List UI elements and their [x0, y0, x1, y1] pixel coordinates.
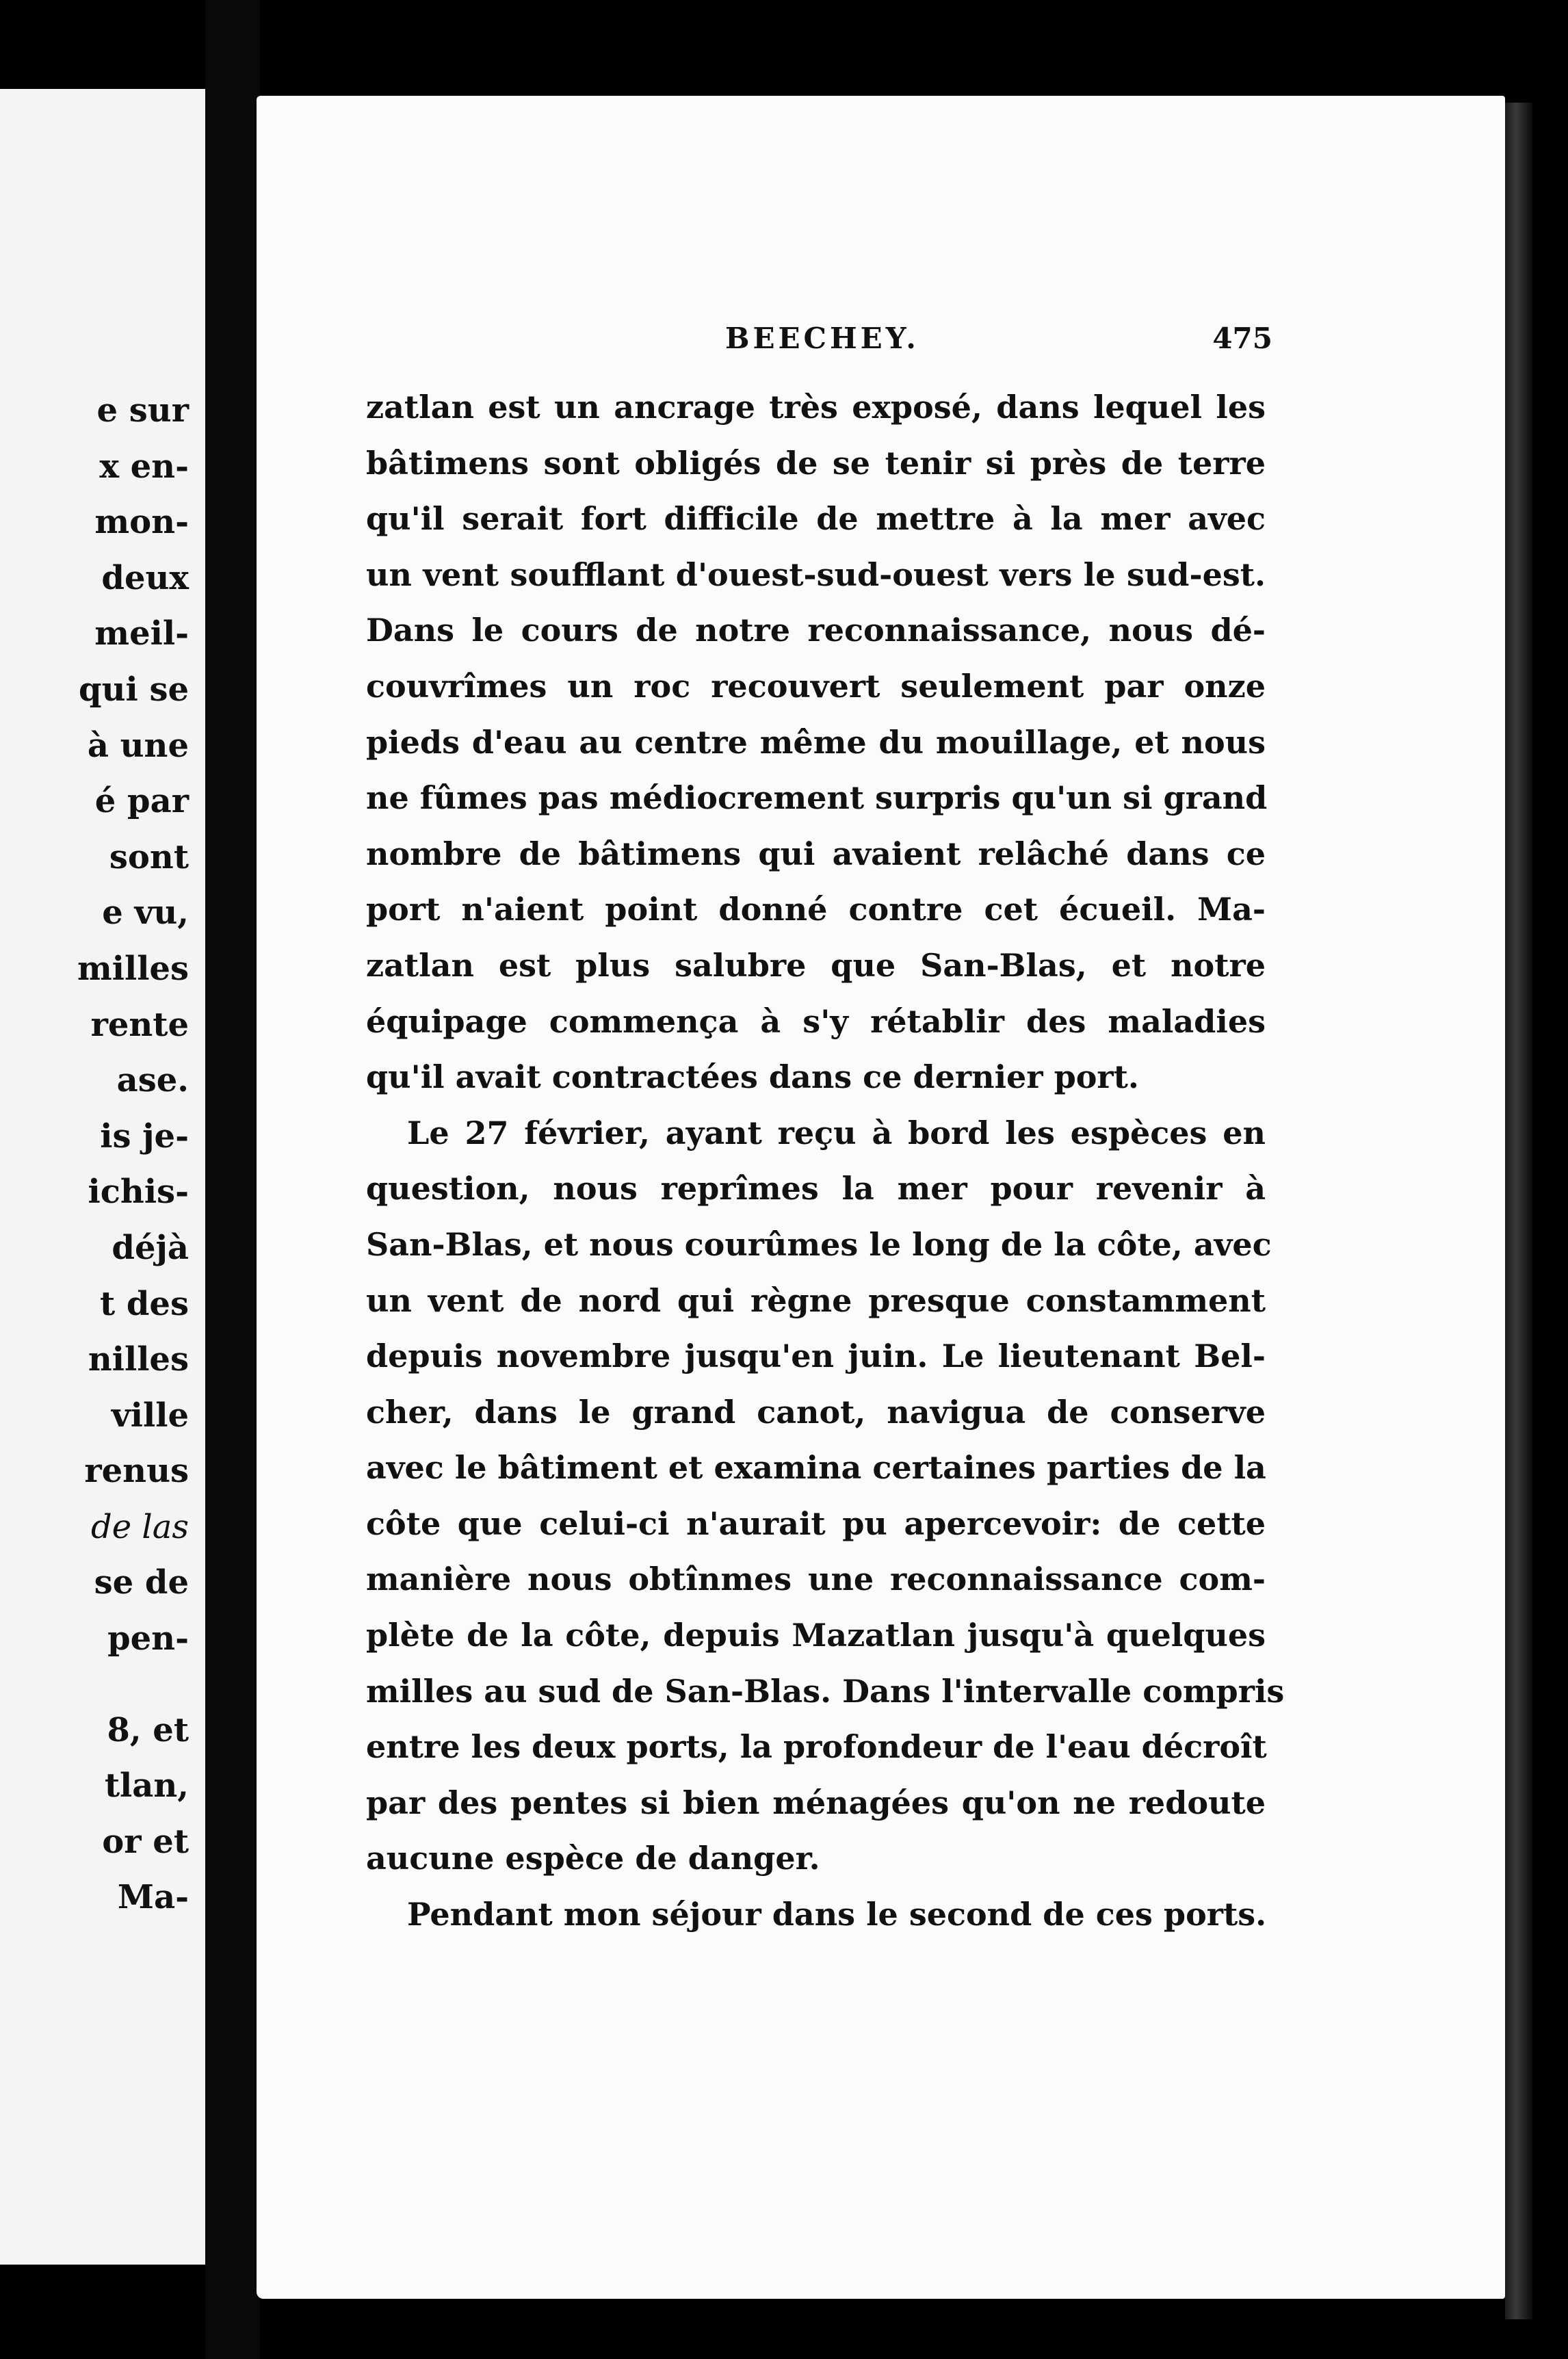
text-line: depuis novembre jusqu'en juin. Le lieutenant Bel- [366, 1338, 1266, 1375]
previous-page-line: 8, et [107, 1710, 189, 1749]
previous-page-line: pen- [107, 1619, 189, 1658]
previous-page-line: e sur [96, 391, 189, 430]
text-line: ne fûmes pas médiocrement surpris qu'un si grand [366, 779, 1268, 817]
previous-page-line: x en- [99, 447, 189, 486]
text-line: couvrîmes un roc recouvert seulement par onze [366, 667, 1266, 705]
text-line: Le 27 février, ayant reçu à bord les espèces en [407, 1114, 1266, 1151]
text-line: avec le bâtiment et examina certaines parties de la [366, 1449, 1266, 1487]
previous-page-line: ase. [116, 1061, 189, 1100]
text-line: côte que celui-ci n'aurait pu apercevoir: de cette [366, 1504, 1266, 1542]
text-line: Pendant mon séjour dans le second de ces ports. [407, 1896, 1267, 1933]
paragraph [366, 1106, 1285, 1887]
text-line: zatlan est un ancrage très exposé, dans lequel les [366, 389, 1266, 426]
previous-page-line: t des [99, 1284, 189, 1323]
text-line: un vent de nord qui règne presque constamment [366, 1281, 1266, 1319]
page-header [725, 322, 1272, 369]
previous-page-fragment [0, 89, 205, 2265]
paragraph [366, 380, 1266, 1106]
previous-page-line: meil- [94, 614, 189, 653]
text-line: par des pentes si bien ménagées qu'on ne redoute [366, 1784, 1266, 1821]
text-line: Dans le cours de notre reconnaissance, nous dé- [366, 612, 1266, 649]
previous-page-line: Ma- [117, 1878, 189, 1917]
text-line: équipage commença à s'y rétablir des maladies [366, 1002, 1266, 1040]
previous-page-text [77, 383, 189, 1926]
previous-page-line: à une [87, 726, 189, 765]
previous-page-line: renus [84, 1452, 189, 1491]
text-line: milles au sud de San-Blas. Dans l'intervalle compris [366, 1672, 1285, 1710]
previous-page-line: tlan, [104, 1767, 189, 1806]
previous-page-line: se de [94, 1563, 189, 1602]
previous-page-line: de las [91, 1507, 189, 1546]
previous-page-line: is je- [100, 1117, 189, 1156]
page-edge-shadow [1505, 103, 1532, 2319]
previous-page-line: é par [94, 782, 189, 821]
text-line: zatlan est plus salubre que San-Blas, et notre [366, 946, 1266, 984]
page-number: 475 [1212, 322, 1272, 355]
previous-page-line: or et [102, 1822, 189, 1861]
book-gutter [205, 0, 260, 2359]
text-line: plète de la côte, depuis Mazatlan jusqu'à quelques [366, 1617, 1266, 1654]
previous-page-line: qui se [79, 670, 189, 709]
previous-page-line: rente [90, 1005, 189, 1044]
text-line: qu'il avait contractées dans ce dernier port. [366, 1058, 1139, 1096]
text-line: nombre de bâtimens qui avaient relâché dans ce [366, 835, 1266, 872]
text-line: pieds d'eau au centre même du mouillage, et nous [366, 723, 1266, 761]
body-text [366, 380, 1285, 1943]
text-line: San-Blas, et nous courûmes le long de la côte, avec [366, 1225, 1272, 1263]
previous-page-line: deux [101, 558, 189, 597]
text-line: un vent soufflant d'ouest-sud-ouest vers le sud-est. [366, 556, 1266, 593]
previous-page-line: ichis- [88, 1173, 189, 1212]
text-line: aucune espèce de danger. [366, 1840, 820, 1877]
text-line: port n'aient point donné contre cet écueil. Ma- [366, 891, 1266, 928]
text-line: question, nous reprîmes la mer pour revenir à [366, 1170, 1266, 1208]
previous-page-line: mon- [94, 503, 189, 542]
previous-page-line: milles [77, 949, 189, 988]
text-line: qu'il serait fort difficile de mettre à la mer avec [366, 500, 1266, 538]
previous-page-line: e vu, [102, 894, 189, 933]
previous-page-line: ville [111, 1396, 189, 1435]
text-line: entre les deux ports, la profondeur de l'eau décroît [366, 1728, 1267, 1766]
text-line: manière nous obtînmes une reconnaissance com- [366, 1561, 1266, 1598]
text-line: cher, dans le grand canot, navigua de conserve [366, 1393, 1266, 1431]
text-line: bâtimens sont obligés de se tenir si près de terre [366, 444, 1266, 482]
running-head: BEECHEY. [725, 322, 919, 355]
paragraph [366, 1887, 1266, 1943]
previous-page-line: déjà [112, 1228, 189, 1267]
previous-page-line: nilles [88, 1340, 189, 1379]
previous-page-line: sont [109, 837, 189, 876]
